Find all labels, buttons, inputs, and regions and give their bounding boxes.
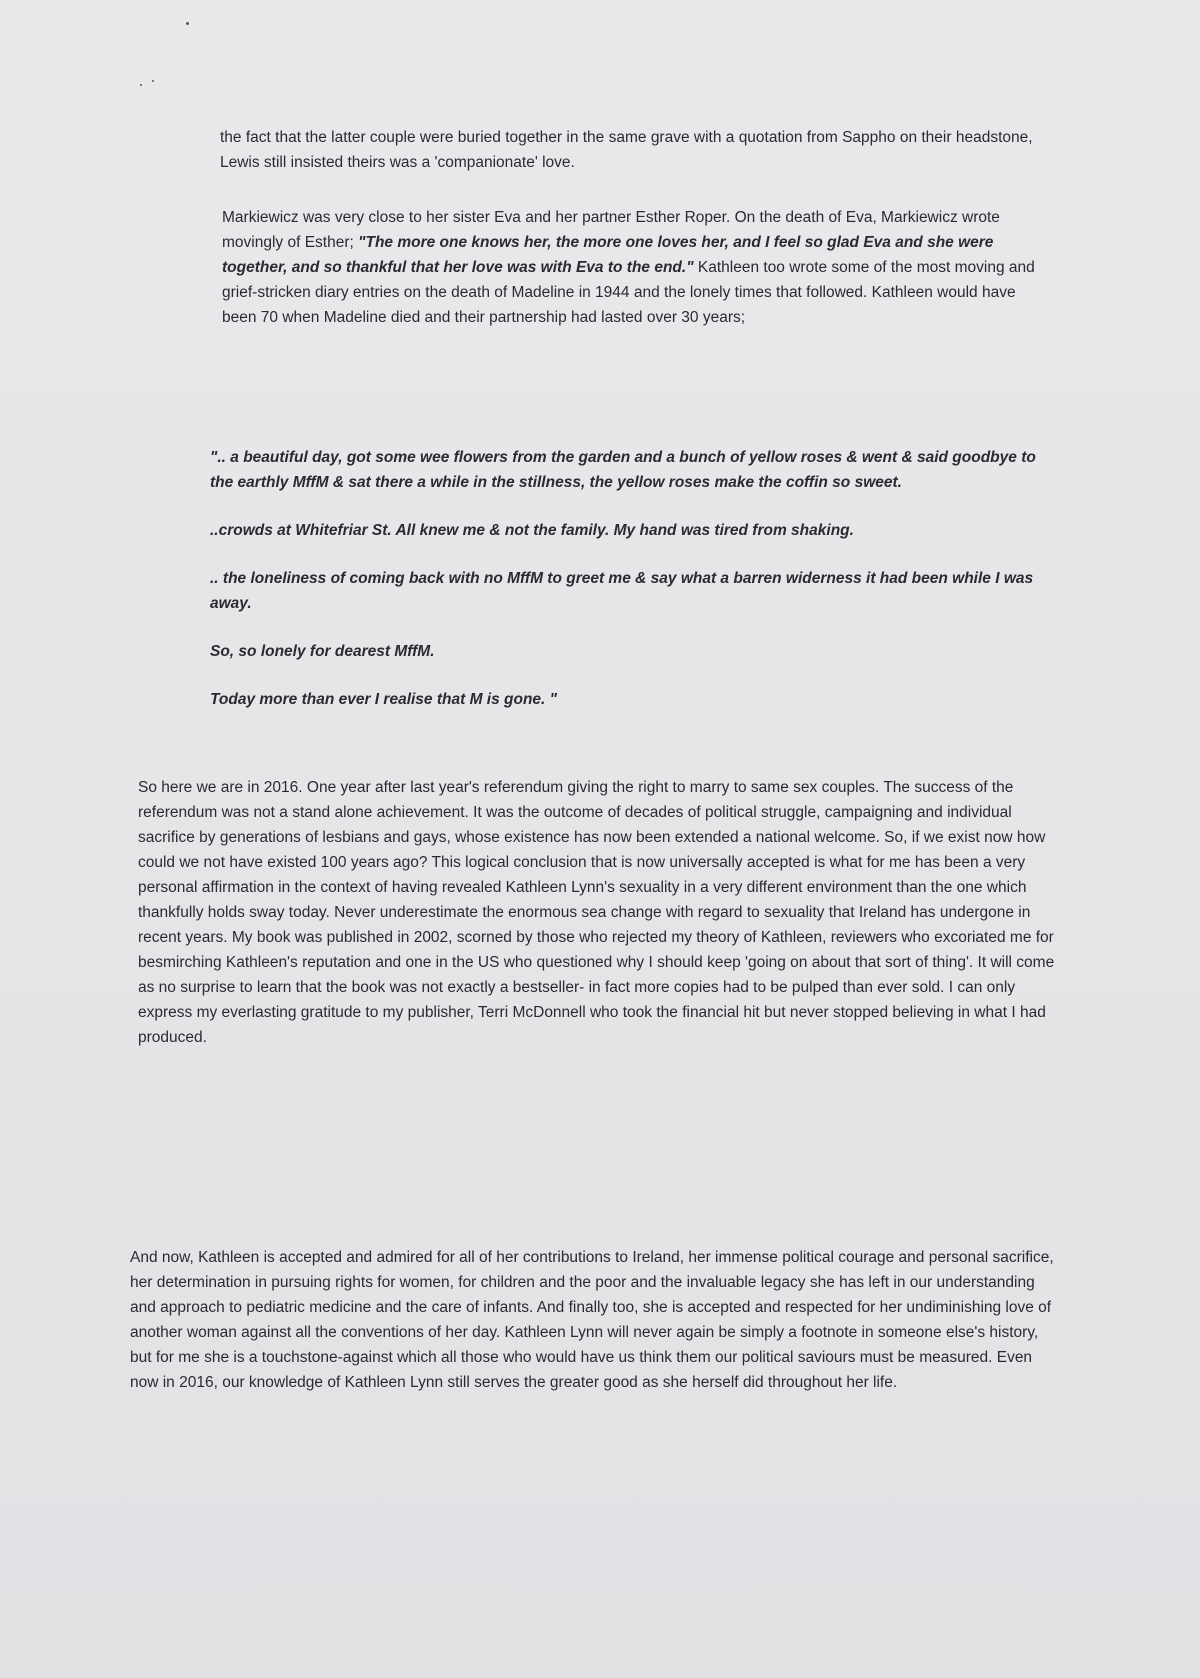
intro-text: the fact that the latter couple were buried together in the same grave with a quotation from Sappho on their headstone, Lewis still insisted theirs was a 'companionate' love. [220,129,1033,171]
referendum-paragraph [138,775,1058,1050]
diary-quotes [210,445,1060,735]
diary-quote: So, so lonely for dearest MffM. [210,643,435,660]
referendum-text: So here we are in 2016. One year after last year's referendum giving the right to marry to same sex couples. The success of the referendum was not a stand alone achievement. It was the outcome of decades of political struggle, campaigning and individual sacrifice by generations of lesbians and gays, whose existence has now been extended a national welcome. So, if we exist now how could we not have existed 100 years ago? This logical conclusion that is now universally accepted is what for me has been a very personal affirmation in the context of having revealed Kathleen Lynn's sexuality in a very different environment than the one which thankfully holds sway today. Never underestimate the enormous sea change with regard to sexuality that Ireland has undergone in recent years. My book was published in 2002, scorned by those who rejected my theory of Kathleen, reviewers who excoriated me for besmirching Kathleen's reputation and one in the US who questioned why I should keep 'going on about that sort of thing'. It will come as no surprise to learn that the book was not exactly a bestseller- in fact more copies had to be pulped than ever sold. I can only express my everlasting gratitude to my publisher, Terri McDonnell who took the financial hit but never stopped believing in what I had produced. [138,779,1055,1046]
diary-quote: Today more than ever I realise that M is gone. " [210,691,558,708]
scan-speck [140,84,142,86]
diary-quote: ..crowds at Whitefriar St. All knew me & not the family. My hand was tired from shaking. [210,522,854,539]
intro-paragraph [220,125,1060,175]
markiewicz-paragraph [222,205,1052,330]
markiewicz-quote: "The more one knows her, the more one loves her, and I feel so glad Eva and she were together, and so thankful that her love was with Eva to the end." [222,234,994,276]
diary-quote: .. the loneliness of coming back with no MffM to greet me & say what a barren widerness it had been while I was away. [210,570,1034,612]
scan-speck [186,22,189,25]
markiewicz-lead: Markiewicz was very close to her sister Eva and her partner Esther Roper. On the death of Eva, Markiewicz wrote movingly of Esther; [222,209,1000,251]
diary-quote: ".. a beautiful day, got some wee flowers from the garden and a bunch of yellow roses & went & said goodbye to the earthly MffM & sat there a while in the stillness, the yellow roses make the coffin so sweet. [210,449,1036,491]
scan-speck [152,80,154,82]
markiewicz-tail: Kathleen too wrote some of the most moving and grief-stricken diary entries on the death of Madeline in 1944 and the lonely times that followed. Kathleen would have been 70 when Madeline died and their partnership had lasted over 30 years; [222,259,1035,326]
markiewicz-paragraph-text [222,205,1052,330]
conclusion-paragraph [130,1245,1060,1395]
conclusion-text: And now, Kathleen is accepted and admired for all of her contributions to Ireland, her immense political courage and personal sacrifice, her determination in pursuing rights for women, for children and the poor and the invaluable legacy she has left in our understanding and approach to pediatric medicine and the care of infants. And finally too, she is accepted and respected for her undiminishing love of another woman against all the conventions of her day. Kathleen Lynn will never again be simply a footnote in someone else's history, but for me she is a touchstone-against which all those who would have us think them our political saviours must be measured. Even now in 2016, our knowledge of Kathleen Lynn still serves the greater good as she herself did throughout her life. [130,1249,1054,1391]
